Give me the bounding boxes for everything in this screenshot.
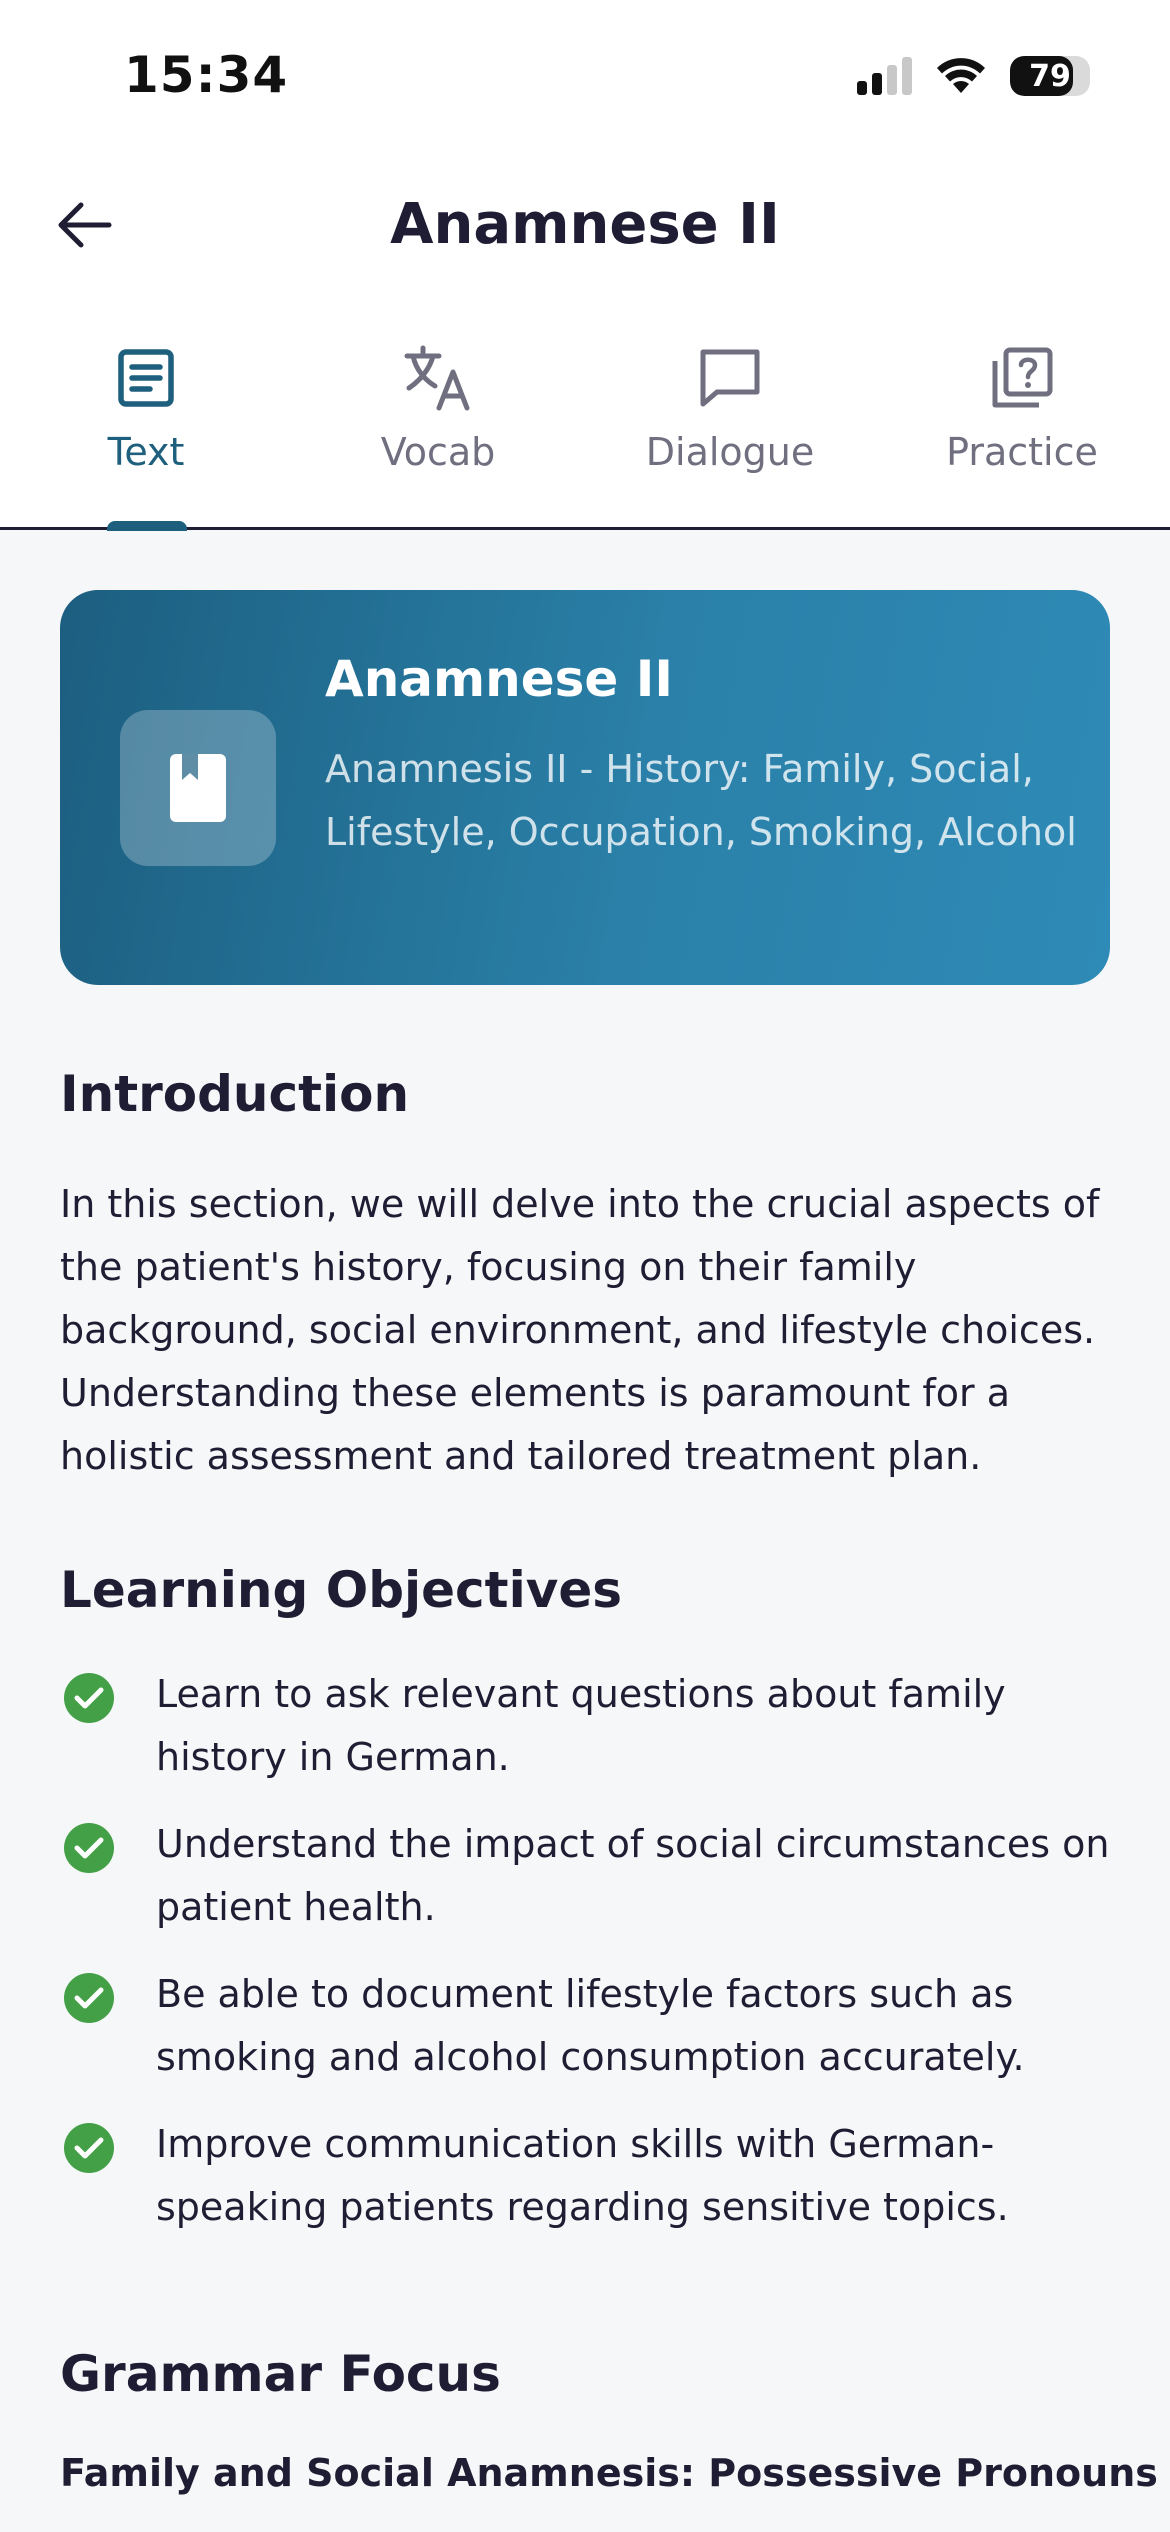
chat-bubble-icon xyxy=(697,346,763,410)
battery-level: 79 xyxy=(1029,59,1071,94)
tab-label: Text xyxy=(107,430,185,474)
book-icon xyxy=(170,754,226,822)
introduction-text: In this section, we will delve into the crucial aspects of the patient's history, focusing on their family background, social environment, and lifestyle choices. Understanding these elements is paramount for a holistic assessment and tailored treatment plan. xyxy=(60,1182,1100,1478)
quiz-icon xyxy=(989,345,1055,411)
tab-text[interactable] xyxy=(0,340,292,530)
cellular-signal-icon xyxy=(857,57,912,95)
objective-text: Learn to ask relevant questions about family history in German. xyxy=(156,1672,1006,1779)
objective-text: Understand the impact of social circumstances on patient health. xyxy=(156,1822,1110,1929)
tab-label: Practice xyxy=(946,430,1098,474)
status-time: 15:34 xyxy=(124,46,289,104)
active-tab-indicator xyxy=(107,521,187,531)
tab-practice[interactable] xyxy=(876,340,1168,530)
battery-icon xyxy=(1010,56,1090,96)
status-icons xyxy=(857,56,1090,96)
page-title: Anamnese II xyxy=(390,192,780,257)
check-circle-icon xyxy=(64,1973,114,2023)
grammar-subheading: Family and Social Anamnesis: Possessive Pronouns xyxy=(60,2451,1158,2495)
check-circle-icon xyxy=(64,2123,114,2173)
tab-label: Vocab xyxy=(380,430,496,474)
lesson-subtitle: Anamnesis II - History: Family, Social, Lifestyle, Occupation, Smoking, Alcohol xyxy=(325,747,1077,854)
lesson-title: Anamnese II xyxy=(325,650,673,708)
tab-dialogue[interactable] xyxy=(584,340,876,530)
lesson-header-card xyxy=(60,590,1110,985)
translate-icon xyxy=(403,344,473,412)
status-bar xyxy=(0,0,1170,150)
wifi-icon xyxy=(936,57,986,95)
tab-bar xyxy=(0,340,1170,530)
objective-text: Improve communication skills with German-speaking patients regarding sensitive topics. xyxy=(156,2122,1009,2229)
tab-label: Dialogue xyxy=(645,430,815,474)
objective-text: Be able to document lifestyle factors such as smoking and alcohol consumption accurately. xyxy=(156,1972,1025,2079)
grammar-heading: Grammar Focus xyxy=(60,2345,501,2403)
top-bar xyxy=(0,0,1170,530)
objectives-heading: Learning Objectives xyxy=(60,1561,622,1619)
tab-vocab[interactable] xyxy=(292,340,584,530)
lesson-icon-box xyxy=(120,710,276,866)
introduction-heading: Introduction xyxy=(60,1065,410,1123)
check-circle-icon xyxy=(64,1823,114,1873)
document-text-icon xyxy=(116,347,176,409)
check-circle-icon xyxy=(64,1673,114,1723)
